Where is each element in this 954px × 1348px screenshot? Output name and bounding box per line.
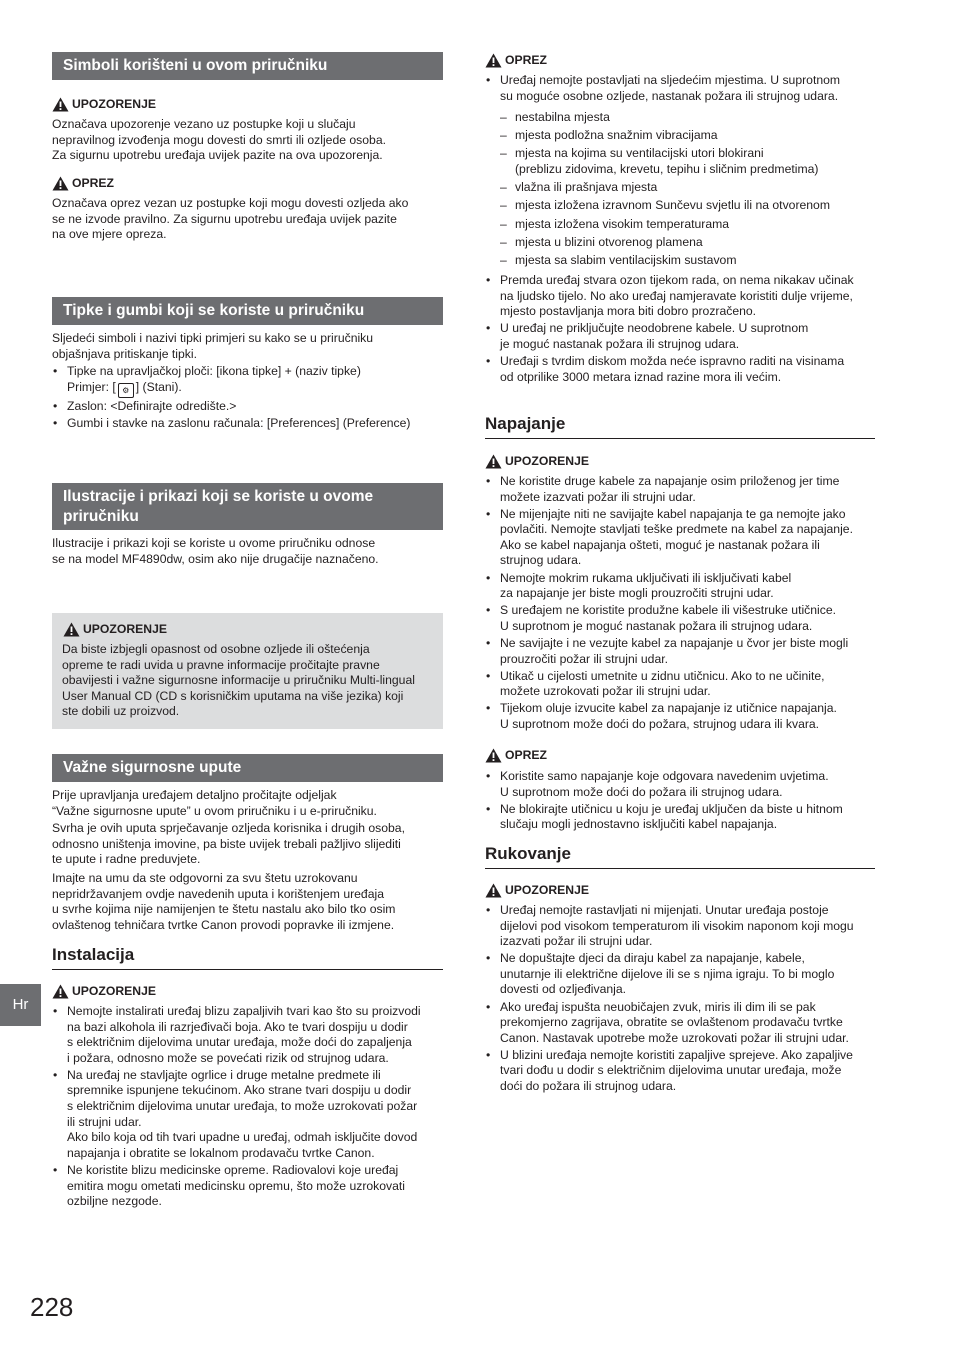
list-item: – mjesta izložena visokim temperaturama [485, 217, 875, 233]
symbols-warning-label [52, 96, 156, 113]
list-item: • Ako uređaj ispušta neuobičajen zvuk, miris ili dim ili se pak prekomjerno zagrijava, obratite se ovlaštenom prodavaču tvrtke Canon. Nastavak upotrebe može uzrokovati požar ili strujni udar. [485, 1000, 875, 1047]
install-warning-list [52, 1004, 443, 1211]
list-item: – mjesta podložna snažnim vibracijama [485, 128, 875, 144]
warning-triangle-icon [52, 984, 69, 999]
warning-triangle-icon [485, 748, 502, 763]
warning-triangle-icon [63, 622, 80, 637]
list-item: • Ne dopuštajte djeci da diraju kabel za napajanje, kabele, unutarnje ili električne dijelove ili se s njima igraju. To bi moglo dovesti od ozljeđivanja. [485, 951, 875, 998]
language-tab: Hr [0, 984, 41, 1026]
list-item: • Ne blokirajte utičnicu u koju je uređaj uključen da biste u hitnom slučaju mogli jednostavno isključiti kabel napajanja. [485, 802, 875, 833]
safety-paragraph-2: Svrha je ovih uputa sprječavanje ozljeda korisnika i drugih osoba, odnosno uništenja imovine, pa biste uvijek trebali pažljivo slijediti te upute i radne preduvjete. [52, 821, 405, 867]
list-item-text: Primjer: [ [67, 379, 116, 394]
list-item: • Ne koristite druge kabele za napajanje osim priloženog jer time možete izazvati požar ili strujni udar. [485, 474, 875, 505]
label-text: UPOZORENJE [72, 983, 156, 998]
label-text: OPREZ [505, 747, 547, 762]
label-text: UPOZORENJE [505, 453, 589, 468]
safety-paragraph-3: Imajte na umu da ste odgovorni za svu štetu uzrokovanu nepridržavanjem ovdje navedenih uputa i korištenjem uređaja u svrhe kojima nije namijenjen te štetu nastalu ako bilo tko osim ovlaštenog tehničara tvrtke Canon provodi popravke ili izmjene. [52, 871, 396, 932]
warning-triangle-icon [485, 883, 502, 898]
list-item: • Nemojte instalirati uređaj blizu zapaljivih tvari kao što su proizvodi na bazi alkohola ili razrjeđivači boja. Ako te tvari dospiju u dodir s električnim dijelovima unutar uređaja, može doći do zapaljenja i požara, odnosno može se povećati rizik od strujnog udara. [52, 1004, 443, 1066]
list-item: • Utikač u cijelosti umetnite u zidnu utičnicu. Ako to ne učinite, možete uzrokovati požar ili strujni udar. [485, 669, 875, 700]
symbols-warning-text: Označava upozorenje vezano uz postupke koji u slučaju nepravilnog izvođenja mogu dovesti do smrti ili ozljede osoba. Za sigurnu upotrebu uređaja uvijek pazite na ova upozorenja. [52, 117, 386, 163]
label-text: UPOZORENJE [72, 96, 156, 111]
list-item: • Tijekom oluje izvucite kabel za napajanje iz utičnice napajanja. U suprotnom može doći do požara, strujnog udara ili kvara. [485, 701, 875, 732]
warning-triangle-icon [485, 53, 502, 68]
page-number: 228 [30, 1292, 74, 1322]
list-item: – vlažna ili prašnjava mjesta [485, 180, 875, 196]
placement-caution-list [485, 73, 875, 106]
list-item: • U uređaj ne priključujte neodobrene kabele. U suprotnom je moguć nastanak požara ili strujnog udara. [485, 321, 875, 352]
heading-power: Napajanje [485, 414, 875, 439]
safety-paragraph-1: Prije upravljanja uređajem detaljno pročitajte odjeljak “Važne sigurnosne upute” u ovom priručniku i u e-priručniku. [52, 788, 377, 818]
list-item: – mjesta sa slabim ventilacijskim sustavom [485, 253, 875, 269]
list-item: • Ne koristite blizu medicinske opreme. Radiovalovi koje uređaj emitira mogu ometati medicinsku opremu, što može uzrokovati ozbiljne nezgode. [52, 1163, 443, 1210]
note-warning-label [63, 621, 433, 638]
heading-installation: Instalacija [52, 945, 443, 970]
section-title-safety: Važne sigurnosne upute [52, 754, 443, 782]
keys-intro: Sljedeći simboli i nazivi tipki primjeri su kako se u priručniku objašnjava pritiskanje tipki. [52, 331, 374, 361]
list-item: • Ne savijajte i ne vezujte kabel za napajanje u čvor jer biste mogli prouzročiti požar ili strujni udar. [485, 636, 875, 667]
list-item: • S uređajem ne koristite produžne kabele ili višestruke utičnice. U suprotnom je moguć nastanak požara ili strujnog udara. [485, 603, 875, 634]
label-text: UPOZORENJE [505, 882, 589, 897]
list-item: – mjesta izložena izravnom Sunčevu svjetlu ili na otvorenom [485, 198, 875, 214]
label-text: OPREZ [72, 175, 114, 190]
symbols-caution-text: Označava oprez vezan uz postupke koji mogu dovesti ozljeda ako se ne izvode pravilno. Za sigurnu upotrebu uređaja uvijek pazite na ove mjere opreza. [52, 196, 409, 242]
install-warning-label [52, 983, 156, 1000]
warning-triangle-icon [485, 454, 502, 469]
illustrations-text: Ilustracije i prikazi koji se koriste u ovome priručniku odnose se na model MF4890dw, osim ako nije drugačije naznačeno. [52, 536, 379, 566]
section-title-illustrations: Ilustracije i prikazi koji se koriste u ovome priručniku [52, 483, 443, 530]
warning-triangle-icon [52, 176, 69, 191]
power-warning-label [485, 453, 589, 470]
list-item: • Premda uređaj stvara ozon tijekom rada, on nema nikakav učinak na ljudsko tijelo. No ako uređaj namjeravate koristiti dulje vrijeme, mjesto postavljanja mora biti dobro prozračeno. [485, 273, 875, 320]
list-item [52, 364, 443, 398]
keys-list [52, 364, 443, 433]
placement-caution-label [485, 52, 547, 69]
list-item: • Nemojte mokrim rukama uključivati ili isključivati kabel za napajanje jer biste mogli prouzročiti strujni udar. [485, 571, 875, 602]
placement-extra-list [485, 273, 875, 387]
label-text: OPREZ [505, 52, 547, 67]
warning-triangle-icon [52, 97, 69, 112]
list-item: • Gumbi i stavke na zaslonu računala: [Preferences] (Preference) [52, 416, 443, 432]
power-caution-label [485, 747, 547, 764]
list-item: • Zaslon: <Definirajte odredište.> [52, 399, 443, 415]
list-item: • Na uređaj ne stavljajte ogrlice i druge metalne predmete ili spremnike ispunjene tekućinom. Ako strane tvari dospiju u dodir s električnim dijelovima unutar uređaja, to može uzrokovati požar ili strujni udar. Ako bilo koja od tih tvari upadne u uređaj, odmah isključite dovod napajanja i obratite se lokalnom prodavaču tvrtke Canon. [52, 1068, 443, 1162]
heading-handling: Rukovanje [485, 844, 875, 869]
list-item: – mjesta na kojima su ventilacijski utori blokirani (preblizu zidovima, krevetu, tepihu i sličnim predmetima) [485, 146, 875, 177]
list-item: • Uređaji s tvrdim diskom možda neće ispravno raditi na visinama od otprilike 3000 metara iznad razine mora ili većim. [485, 354, 875, 385]
list-item: • U blizini uređaja nemojte koristiti zapaljive sprejeve. Ako zapaljive tvari dođu u dodir s električnim dijelovima unutar uređaja, može doći do požara ili strujnog udara. [485, 1048, 875, 1095]
list-item: • Uređaj nemojte rastavljati ni mijenjati. Unutar uređaja postoje dijelovi pod visokom temperaturom ili visokim naponom koji mogu izazvati požar ili strujni udar. [485, 903, 875, 950]
handling-warning-list [485, 903, 875, 1096]
section-title-keys: Tipke i gumbi koji se koriste u priručniku [52, 297, 443, 325]
handling-warning-label [485, 882, 589, 899]
list-item: • Uređaj nemojte postavljati na sljedećim mjestima. U suprotnom su moguće osobne ozljede, nastanak požara ili strujnog udara. [485, 73, 875, 104]
list-item: • Ne mijenjajte niti ne savijajte kabel napajanja te ga nemojte jako povlačiti. Nemojte stavljati teške predmete na kabel za napajanje. Ako se kabel napajanja ošteti, moguć je nastanak požara ili strujnog udara. [485, 507, 875, 569]
list-item-text: ] (Stani). [135, 379, 182, 394]
list-item: – mjesta u blizini otvorenog plamena [485, 235, 875, 251]
power-warning-list [485, 474, 875, 734]
power-caution-list [485, 769, 875, 834]
label-text: UPOZORENJE [83, 621, 167, 636]
settings-key-icon: ⚙ [118, 383, 134, 398]
note-box [52, 613, 443, 729]
section-title-symbols: Simboli korišteni u ovom priručniku [52, 52, 443, 80]
list-item: • Koristite samo napajanje koje odgovara navedenim uvjetima. U suprotnom može doći do požara ili strujnog udara. [485, 769, 875, 800]
note-text: Da biste izbjegli opasnost od osobne ozljede ili oštećenja opreme te radi uvida u pravne informacije pročitajte pravne obavijesti i važne sigurnosne informacije u priručniku Multi-lingual User Manual CD (CD s korisničkim uputama na više jezika) koji ste dobili uz proizvod. [62, 642, 415, 719]
list-item-text: Tipke na upravljačkoj ploči: [ikona tipke] + (naziv tipke) [67, 364, 361, 378]
list-item: – nestabilna mjesta [485, 110, 875, 126]
places-list [485, 110, 875, 271]
symbols-caution-label [52, 175, 114, 192]
